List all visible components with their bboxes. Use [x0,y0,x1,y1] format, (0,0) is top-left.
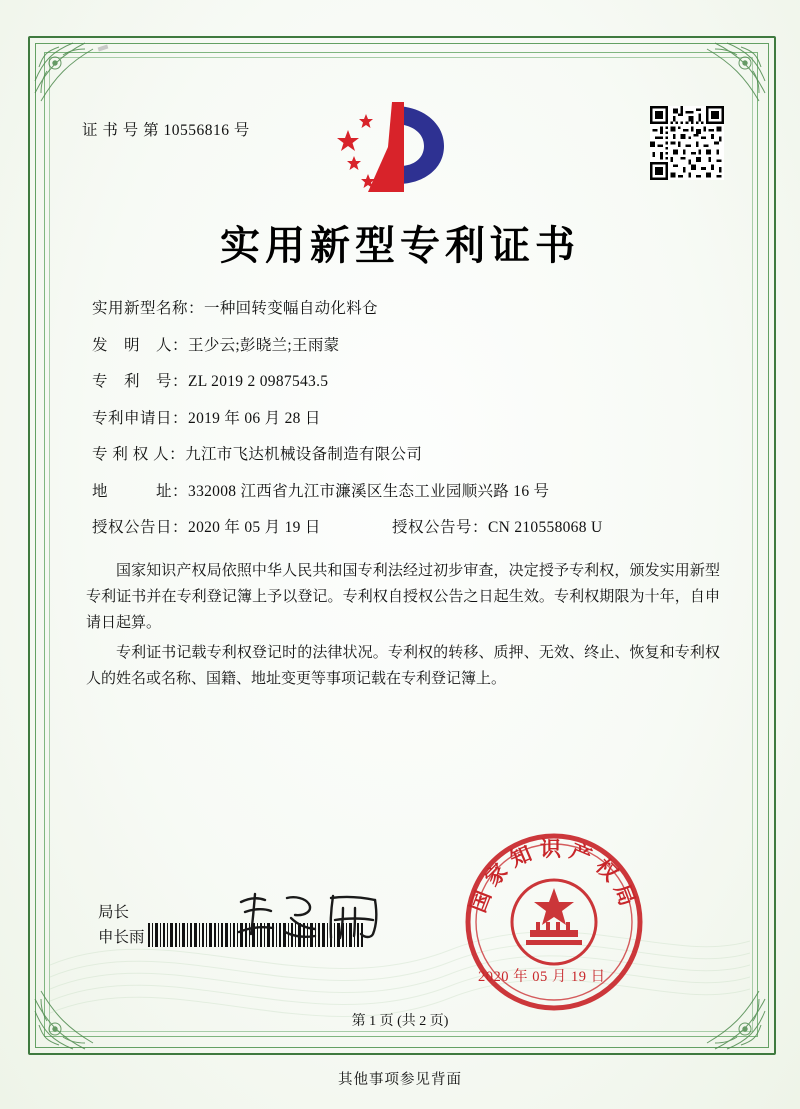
page-number: 第 1 页 (共 2 页) [351,1014,449,1029]
legal-paragraphs [86,558,720,692]
field-value: 一种回转变幅自动化料仓 [204,300,378,317]
back-side-note: 其他事项参见背面 [338,1072,462,1088]
qr-code [650,106,724,180]
field-label: 实用新型名称： [92,300,205,317]
handwritten-signature [235,888,405,948]
field-label: 发 明 人： [92,336,189,354]
field-label: 专利申请日： [92,409,189,427]
field-address [92,484,730,500]
field-list [92,301,730,536]
field-label: 专 利 号： [92,373,189,390]
field-grant-publication-number [392,520,602,536]
field-value: CN 210558068 U [488,519,603,536]
field-inventors [92,338,730,354]
paragraph-grant: 国家知识产权局依照中华人民共和国专利法经过初步审查，决定授予专利权，颁发实用新型专利证书并在专利登记簿上予以登记。专利权自授权公告之日起生效。专利权期限为十年，自申请日起算。 [86,562,720,631]
field-value: 2020 年 05 月 19 日 [188,519,321,536]
certificate-content [70,78,730,696]
director-title-label: 局长 [98,904,130,921]
field-value: ZL 2019 2 0987543.5 [188,373,329,390]
certificate-number: 证 书 号 第 10556816 号 [82,122,250,139]
document-title: 实用新型专利证书 [220,222,580,269]
field-value: 九江市飞达机械设备制造有限公司 [185,446,423,463]
header-row [70,78,730,200]
field-value: 2019 年 06 月 28 日 [188,409,321,427]
field-patentee [92,447,730,463]
field-patent-number [92,374,730,390]
field-label: 授权公告号： [392,519,489,536]
cnipa-logo-icon [332,100,452,200]
field-label: 地 址： [92,482,189,500]
field-utility-model-name [92,301,730,317]
director-name-label: 申长雨 [98,929,145,946]
field-value: 王少云;彭晓兰;王雨蒙 [188,336,340,354]
field-label: 专 利 权 人： [92,446,186,463]
field-application-date [92,411,730,427]
paragraph-registry: 专利证书记载专利权登记时的法律状况。专利权的转移、质押、无效、终止、恢复和专利权人的姓名或名称、国籍、地址变更等事项记载在专利登记簿上。 [86,644,720,687]
svg-text:国家知识产权局: 国家知识产权局 [465,836,643,916]
signature-block [98,900,145,950]
field-grant-row [92,520,730,536]
seal-date: 2020 年 05 月 19 日 [478,969,606,985]
field-grant-date [92,520,392,536]
field-label: 授权公告日： [92,519,189,536]
official-red-seal [462,830,647,1015]
field-value: 332008 江西省九江市濂溪区生态工业园顺兴路 16 号 [188,482,550,500]
